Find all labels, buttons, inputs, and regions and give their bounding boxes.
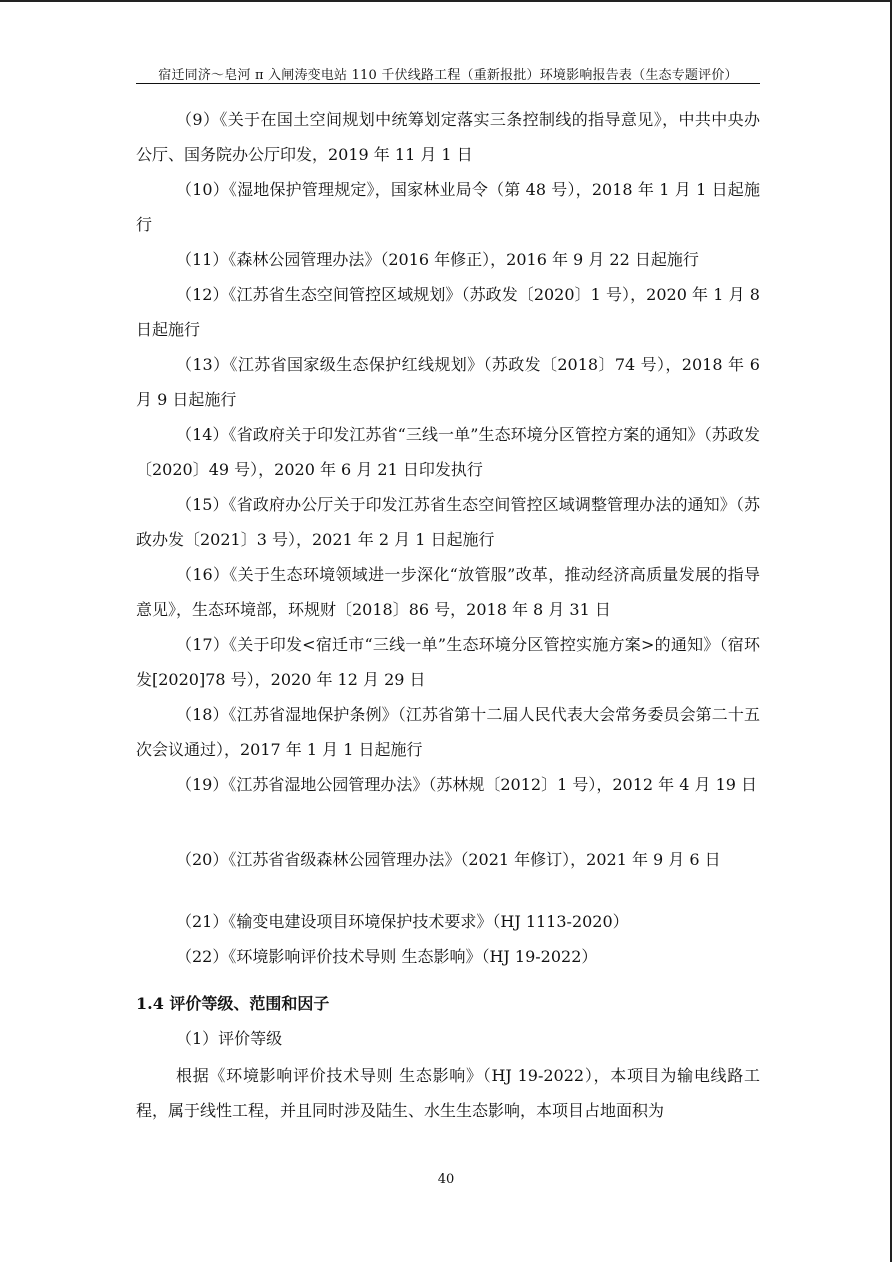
reference-item: （14）《省政府关于印发江苏省“三线一单”生态环境分区管控方案的通知》（苏政发〔2020〕49 号），2020 年 6 月 21 日印发执行 [136,425,760,479]
reference-item: （22）《环境影响评价技术导则 生态影响》（HJ 19-2022） [176,947,598,966]
subsection-heading: （1）评价等级 [176,1029,283,1048]
reference-item: （10）《湿地保护管理规定》，国家林业局令（第 48 号），2018 年 1 月 1 日起施行 [136,180,760,234]
header-rule [136,83,760,84]
reference-item: （18）《江苏省湿地保护条例》（江苏省第十二届人民代表大会常务委员会第二十五次会议通过），2017 年 1 月 1 日起施行 [136,705,760,759]
reference-item: （11）《森林公园管理办法》（2016 年修正），2016 年 9 月 22 日起施行 [176,250,699,269]
section-heading: 1.4 评价等级、范围和因子 [136,994,330,1013]
reference-item: （20）《江苏省省级森林公园管理办法》（2021 年修订），2021 年 9 月 6 日 [176,850,721,869]
reference-item: （16）《关于生态环境领域进一步深化“放管服”改革，推动经济高质量发展的指导意见》，生态环境部，环规财〔2018〕86 号，2018 年 8 月 31 日 [136,565,760,619]
reference-item: （9）《关于在国土空间规划中统筹划定落实三条控制线的指导意见》，中共中央办公厅、国务院办公厅印发，2019 年 11 月 1 日 [136,110,760,164]
reference-item: （12）《江苏省生态空间管控区域规划》（苏政发〔2020〕1 号），2020 年 1 月 8 日起施行 [136,285,760,339]
reference-item: （21）《输变电建设项目环境保护技术要求》（HJ 1113-2020） [176,912,629,931]
reference-item: （19）《江苏省湿地公园管理办法》（苏林规〔2012〕1 号），2012 年 4 月 19 日 [176,775,758,794]
running-header: 宿迁同济～皂河 π 入闸涛变电站 110 千伏线路工程（重新报批）环境影响报告表（生态专题评价） [158,68,738,83]
reference-item: （17）《关于印发<宿迁市“三线一单”生态环境分区管控实施方案>的通知》（宿环发[2020]78 号），2020 年 12 月 29 日 [136,635,760,689]
page-number: 40 [437,1172,455,1187]
reference-item: （15）《省政府办公厅关于印发江苏省生态空间管控区域调整管理办法的通知》（苏政办发〔2021〕3 号），2021 年 2 月 1 日起施行 [136,495,760,549]
reference-item: （13）《江苏省国家级生态保护红线规划》（苏政发〔2018〕74 号），2018 年 6 月 9 日起施行 [136,355,760,409]
body-paragraph: 根据《环境影响评价技术导则 生态影响》（HJ 19-2022），本项目为输电线路工程，属于线性工程，并且同时涉及陆生、水生生态影响，本项目占地面积为 [136,1066,760,1120]
page-border-top [0,0,892,2]
